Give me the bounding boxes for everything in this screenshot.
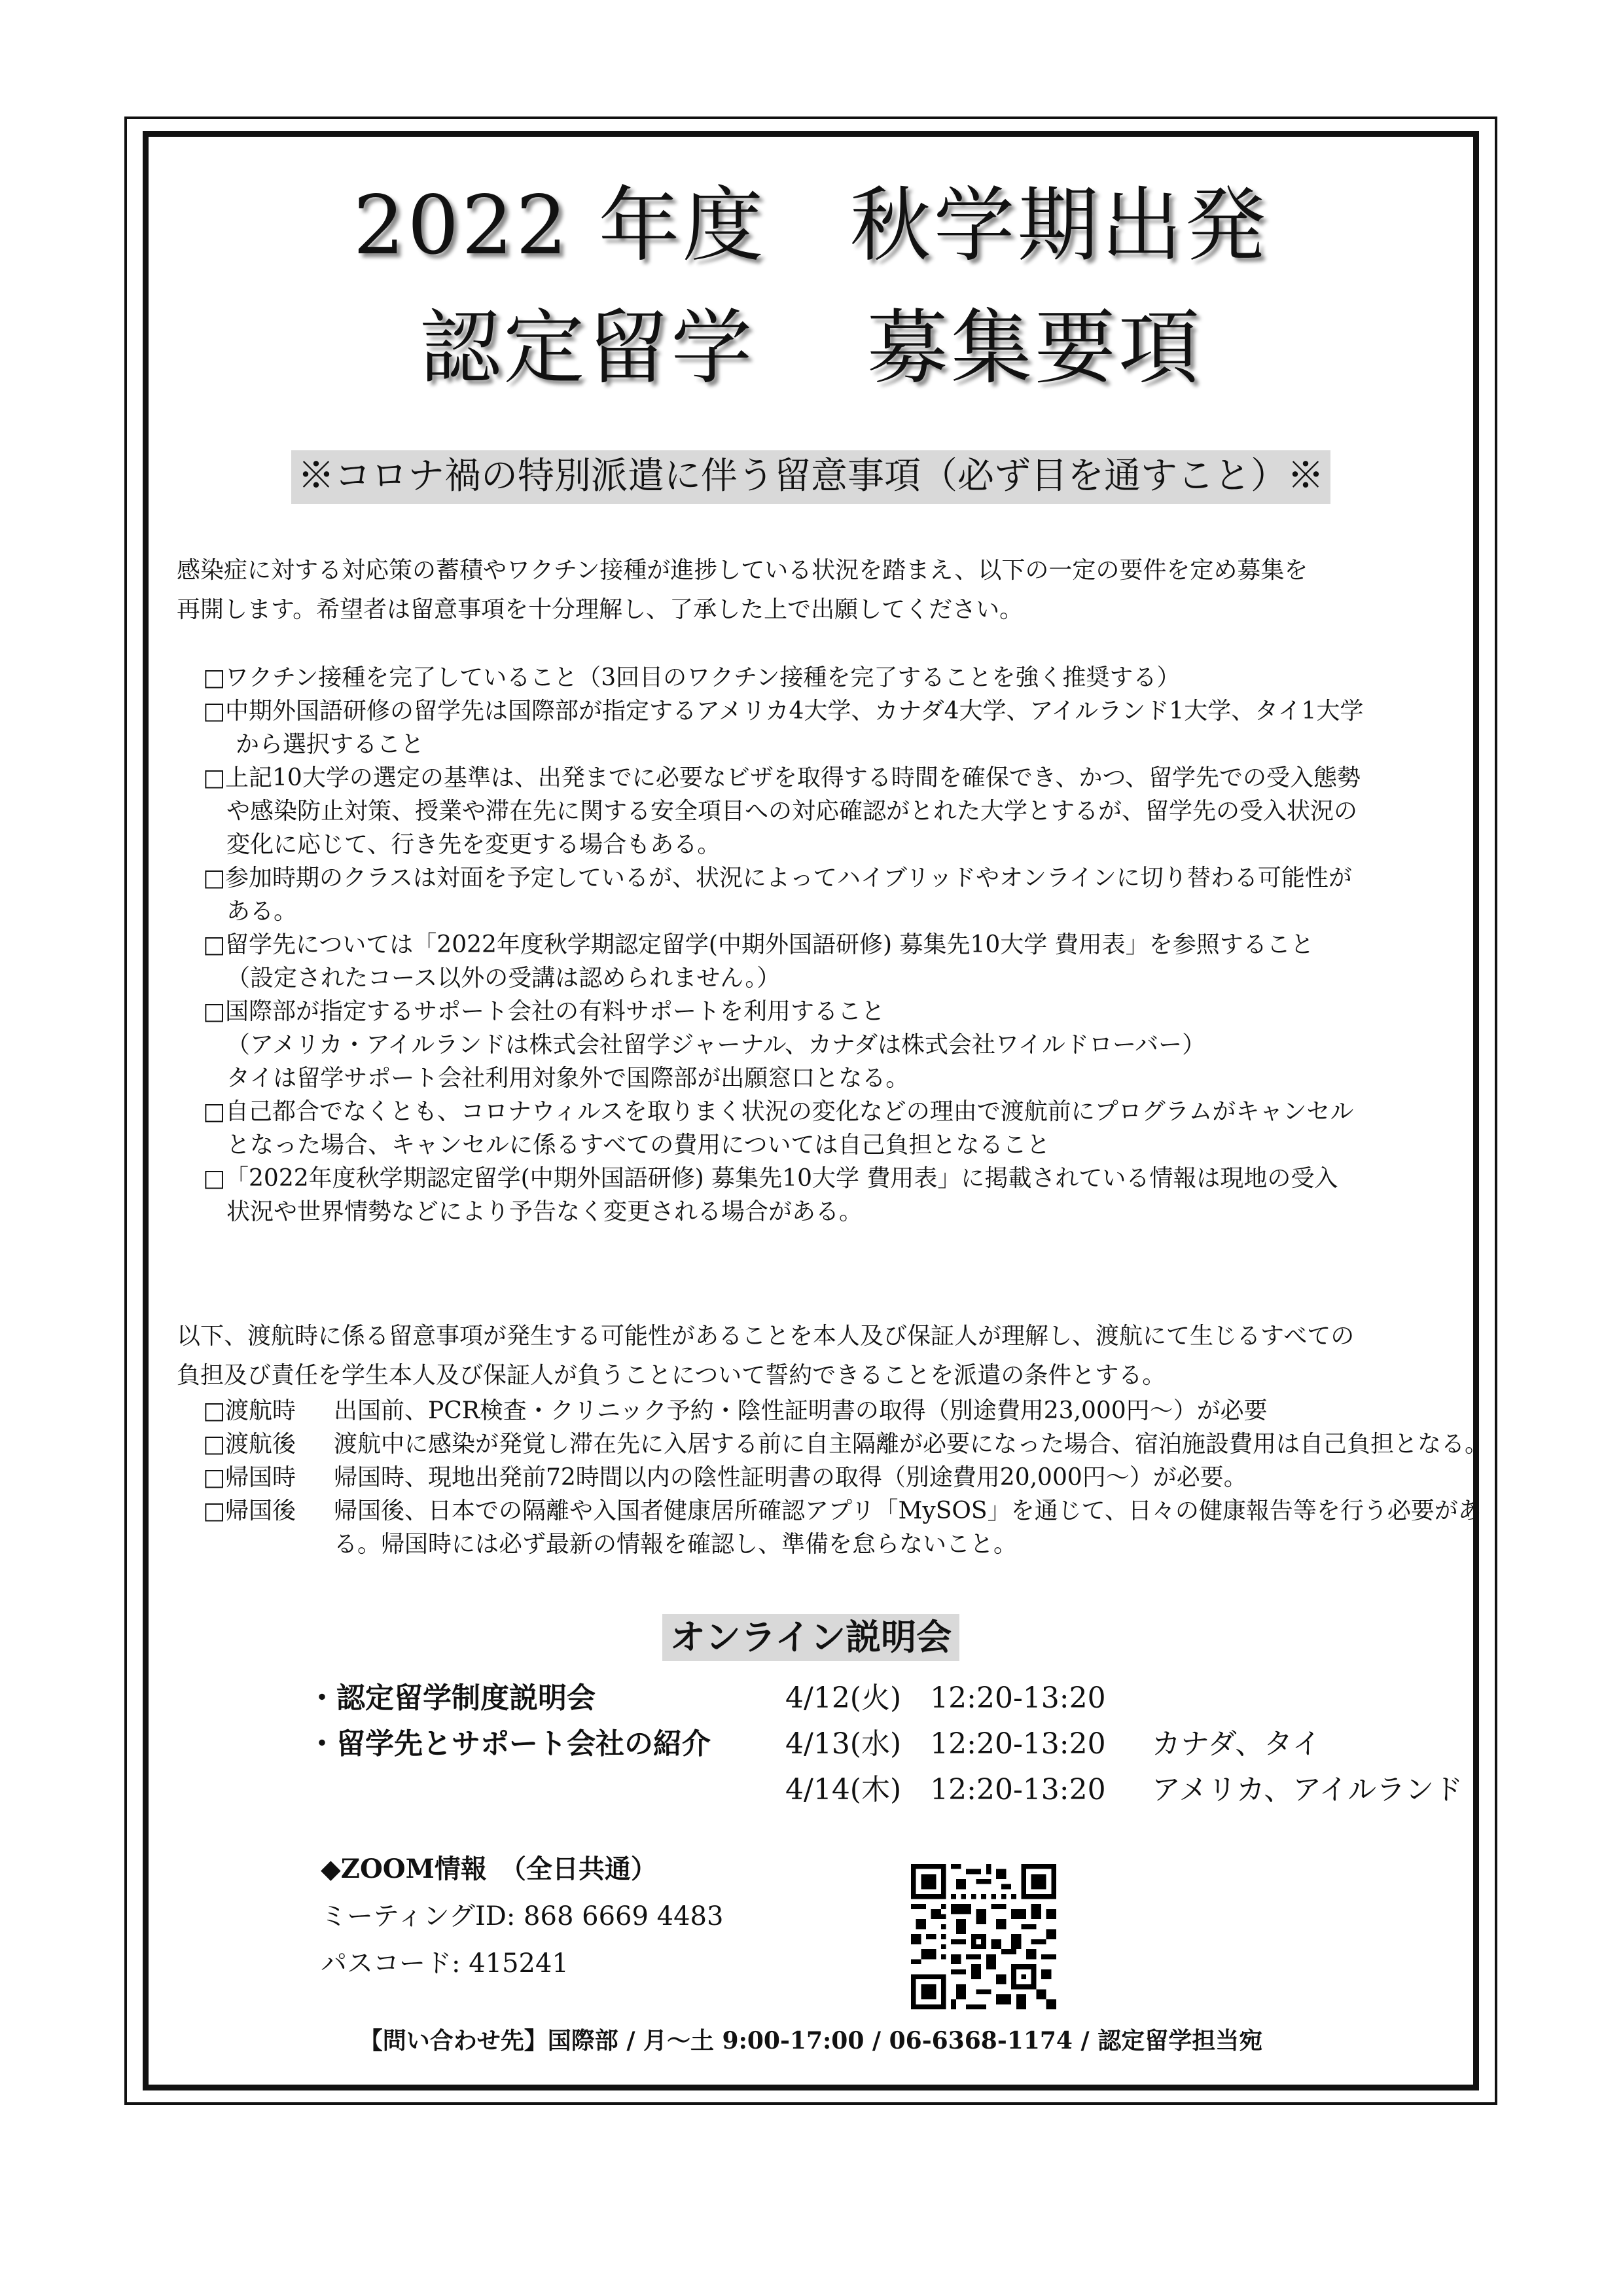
checklist-item — [203, 928, 1499, 995]
checklist-item — [203, 761, 1499, 861]
checklist-item — [203, 995, 1499, 1095]
session-row — [308, 1721, 1463, 1767]
checklist-line: タイは留学サポート会社利用対象外で国際部が出願窓口となる。 — [226, 1065, 910, 1092]
checklist-line: （設定されたコース以外の受講は認められません。） — [226, 965, 781, 992]
conditions-intro — [177, 1317, 1466, 1395]
session-date: 4/12(火) 12:20-13:20 — [785, 1681, 1106, 1715]
notice-text: ※コロナ禍の特別派遣に伴う留意事項（必ず目を通すこと）※ — [291, 450, 1330, 504]
checklist-item — [203, 694, 1499, 761]
checklist-line: □自己都合でなくとも、コロナウィルスを取りまく状況の変化などの理由で渡航前にプログラムがキャンセル — [203, 1098, 1354, 1125]
condition-label: □渡航後 — [203, 1431, 296, 1458]
session-name — [308, 1767, 785, 1813]
condition-text: 渡航中に感染が発覚し滞在先に入居する前に自主隔離が必要になった場合、宿泊施設費用は自己負担となる。 — [334, 1431, 1489, 1458]
conditions-intro-line-2: 負担及び責任を学生本人及び保証人が負うことについて誓約できることを派遣の条件とする。 — [177, 1362, 1166, 1389]
session-schedule — [308, 1676, 1463, 1813]
checklist-item — [203, 661, 1499, 694]
checklist-line: ある。 — [226, 898, 298, 925]
session-date: 4/13(水) 12:20-13:20 — [785, 1727, 1106, 1761]
intro-line-2: 再開します。希望者は留意事項を十分理解し、了承した上で出願してください。 — [177, 596, 1024, 623]
checklist-item — [203, 1162, 1499, 1229]
session-note: カナダ、タイ — [1152, 1727, 1321, 1761]
online-briefing-heading: オンライン説明会 — [662, 1614, 959, 1661]
intro-line-1: 感染症に対する対応策の蓄積やワクチン接種が進捗している状況を踏まえ、以下の一定の要件を定め募集を — [177, 557, 1308, 584]
condition-text: 帰国後、日本での隔離や入国者健康居所確認アプリ「MySOS」を通じて、日々の健康報告等を行う必要がある。帰国時には必ず最新の情報を確認し、準備を怠らないこと。 — [334, 1498, 1482, 1558]
checklist-line: □国際部が指定するサポート会社の有料サポートを利用すること — [203, 998, 885, 1025]
session-name: ・認定留学制度説明会 — [308, 1681, 596, 1715]
zoom-meeting-id: ミーティングID: 868 6669 4483 — [321, 1901, 724, 1931]
qr-code-icon[interactable] — [911, 1864, 1056, 2009]
session-name: ・留学先とサポート会社の紹介 — [308, 1727, 711, 1761]
checklist-line: となった場合、キャンセルに係るすべての費用については自己負担となること — [226, 1132, 1050, 1158]
condition-row — [203, 1461, 1512, 1494]
condition-row — [203, 1494, 1512, 1561]
session-row — [308, 1676, 1463, 1721]
page-title-line2: 認定留学 募集要項 — [419, 301, 1202, 395]
condition-text: 帰国時、現地出発前72時間以内の陰性証明書の取得（別途費用20,000円～）が必要。 — [334, 1464, 1247, 1491]
zoom-passcode: パスコード: 415241 — [321, 1948, 569, 1979]
conditions-list — [203, 1394, 1512, 1561]
checklist-line: □留学先については「2022年度秋学期認定留学(中期外国語研修) 募集先10大学 費用表」を参照すること — [203, 931, 1314, 958]
zoom-info — [321, 1846, 723, 1987]
checklist-item — [203, 861, 1499, 928]
condition-text: 出国前、PCR検査・クリニック予約・陰性証明書の取得（別途費用23,000円～）が必要 — [334, 1397, 1268, 1424]
checklist-line: （アメリカ・アイルランドは株式会社留学ジャーナル、カナダは株式会社ワイルドローバー） — [226, 1031, 1206, 1058]
checklist-line: 変化に応じて、行き先を変更する場合もある。 — [226, 831, 721, 858]
session-note: アメリカ、アイルランド — [1152, 1773, 1463, 1806]
checklist-line: □参加時期のクラスは対面を予定しているが、状況によってハイブリッドやオンラインに切り替わる可能性が — [203, 865, 1352, 891]
online-briefing-header — [143, 1614, 1479, 1661]
checklist — [203, 661, 1499, 1229]
condition-label: □帰国時 — [203, 1464, 296, 1491]
session-date: 4/14(木) 12:20-13:20 — [785, 1773, 1106, 1806]
zoom-title: ◆ZOOM情報 （全日共通） — [321, 1854, 657, 1884]
condition-label: □渡航時 — [203, 1397, 296, 1424]
conditions-intro-line-1: 以下、渡航時に係る留意事項が発生する可能性があることを本人及び保証人が理解し、渡航にて生じるすべての — [177, 1323, 1355, 1350]
page-title-line1: 2022 年度 秋学期出発 — [353, 179, 1269, 273]
checklist-line: や感染防止対策、授業や滞在先に関する安全項目への対応確認がとれた大学とするが、留学先の受入状況の — [226, 798, 1358, 825]
condition-row — [203, 1427, 1512, 1461]
contact-info: 【問い合わせ先】国際部 / 月～土 9:00-17:00 / 06-6368-1174 / 認定留学担当宛 — [359, 2027, 1263, 2054]
checklist-line: □上記10大学の選定の基準は、出発までに必要なビザを取得する時間を確保でき、かつ、留学先での受入態勢 — [203, 764, 1361, 791]
checklist-line: □中期外国語研修の留学先は国際部が指定するアメリカ4大学、カナダ4大学、アイルランド1大学、タイ1大学 — [203, 698, 1364, 725]
notice-banner — [143, 450, 1479, 504]
checklist-item — [203, 1095, 1499, 1162]
session-row — [308, 1767, 1463, 1813]
checklist-line: から選択すること — [236, 731, 425, 758]
condition-row — [203, 1394, 1512, 1427]
intro-paragraph — [177, 551, 1466, 630]
condition-label: □帰国後 — [203, 1498, 296, 1524]
checklist-line: □「2022年度秋学期認定留学(中期外国語研修) 募集先10大学 費用表」に掲載されている情報は現地の受入 — [203, 1165, 1338, 1192]
checklist-line: 状況や世界情勢などにより予告なく変更される場合がある。 — [226, 1198, 863, 1225]
checklist-line: □ワクチン接種を完了していること（3回目のワクチン接種を完了することを強く推奨する） — [203, 664, 1181, 691]
